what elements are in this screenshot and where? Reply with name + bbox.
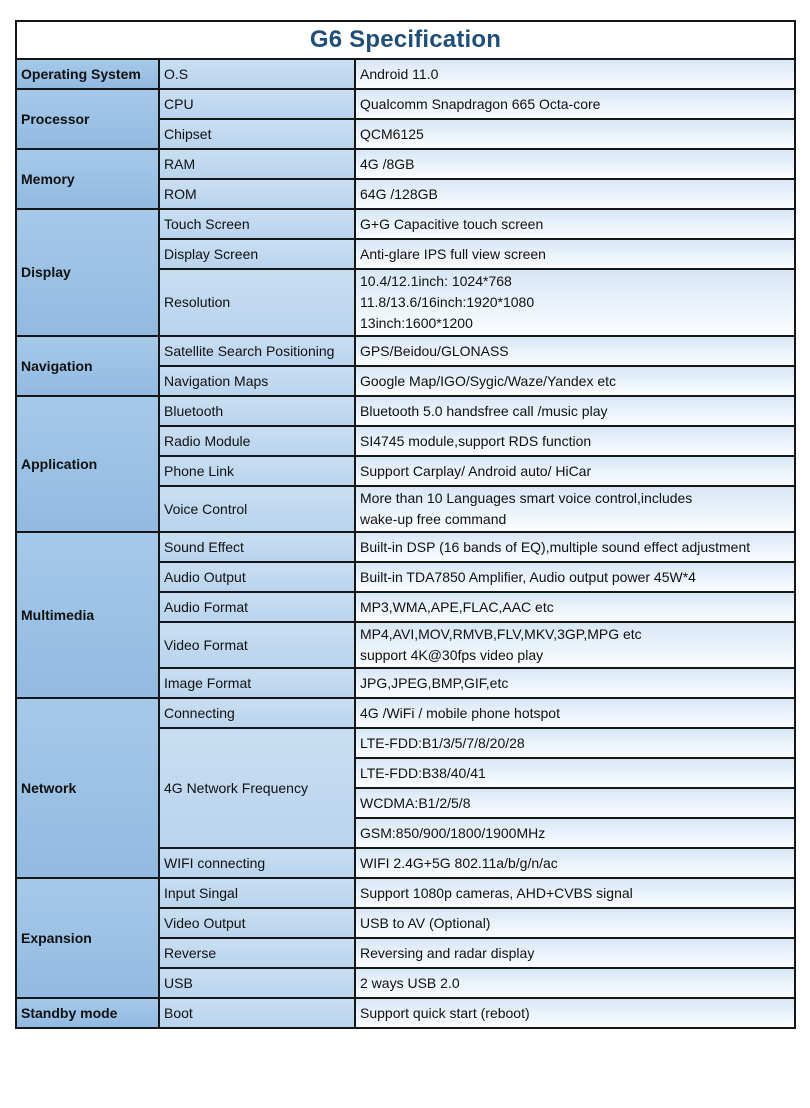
- page-title: G6 Specification: [16, 21, 795, 59]
- spec-row: [16, 396, 795, 426]
- spec-value: SI4745 module,support RDS function: [355, 426, 795, 456]
- spec-label: Audio Format: [159, 592, 355, 622]
- spec-label: Resolution: [159, 269, 355, 336]
- spec-value: Built-in DSP (16 bands of EQ),multiple sound effect adjustment: [355, 532, 795, 562]
- spec-label: Reverse: [159, 938, 355, 968]
- spec-label: Touch Screen: [159, 209, 355, 239]
- spec-label: USB: [159, 968, 355, 998]
- spec-row: [16, 59, 795, 89]
- spec-value: WCDMA:B1/2/5/8: [355, 788, 795, 818]
- spec-row: [16, 532, 795, 562]
- spec-row: [16, 149, 795, 179]
- spec-value-line: 13inch:1600*1200: [360, 315, 473, 331]
- spec-label: Navigation Maps: [159, 366, 355, 396]
- spec-value: QCM6125: [355, 119, 795, 149]
- spec-value-line: 11.8/13.6/16inch:1920*1080: [360, 294, 535, 310]
- spec-label: O.S: [159, 59, 355, 89]
- title-row: [16, 21, 795, 59]
- spec-value-line: More than 10 Languages smart voice control,includes: [360, 490, 693, 506]
- spec-category: Network: [16, 698, 159, 878]
- spec-value: Support 1080p cameras, AHD+CVBS signal: [355, 878, 795, 908]
- spec-value-line: support 4K@30fps video play: [360, 647, 544, 663]
- spec-label: Bluetooth: [159, 396, 355, 426]
- spec-label: 4G Network Frequency: [159, 728, 355, 848]
- spec-value: GSM:850/900/1800/1900MHz: [355, 818, 795, 848]
- spec-label: Input Singal: [159, 878, 355, 908]
- spec-value: Google Map/IGO/Sygic/Waze/Yandex etc: [355, 366, 795, 396]
- spec-value: 64G /128GB: [355, 179, 795, 209]
- spec-label: Display Screen: [159, 239, 355, 269]
- spec-value: 2 ways USB 2.0: [355, 968, 795, 998]
- spec-category: Application: [16, 396, 159, 532]
- spec-label: Video Output: [159, 908, 355, 938]
- spec-value: LTE-FDD:B1/3/5/7/8/20/28: [355, 728, 795, 758]
- spec-category: Memory: [16, 149, 159, 209]
- spec-row: [16, 209, 795, 239]
- spec-value: WIFI 2.4G+5G 802.11a/b/g/n/ac: [355, 848, 795, 878]
- spec-row: [16, 998, 795, 1028]
- spec-label: Connecting: [159, 698, 355, 728]
- spec-value: 4G /8GB: [355, 149, 795, 179]
- spec-row: [16, 878, 795, 908]
- spec-value: 4G /WiFi / mobile phone hotspot: [355, 698, 795, 728]
- spec-label: CPU: [159, 89, 355, 119]
- spec-value: Android 11.0: [355, 59, 795, 89]
- spec-category: Navigation: [16, 336, 159, 396]
- spec-value: USB to AV (Optional): [355, 908, 795, 938]
- spec-value: Support Carplay/ Android auto/ HiCar: [355, 456, 795, 486]
- spec-value: JPG,JPEG,BMP,GIF,etc: [355, 668, 795, 698]
- spec-value: G+G Capacitive touch screen: [355, 209, 795, 239]
- spec-row: [16, 698, 795, 728]
- spec-label: WIFI connecting: [159, 848, 355, 878]
- spec-value-line: 10.4/12.1inch: 1024*768: [360, 273, 512, 289]
- spec-value: [355, 269, 795, 336]
- spec-label: Sound Effect: [159, 532, 355, 562]
- spec-label: Voice Control: [159, 486, 355, 532]
- spec-category: Processor: [16, 89, 159, 149]
- spec-value-line: MP4,AVI,MOV,RMVB,FLV,MKV,3GP,MPG etc: [360, 626, 642, 642]
- spec-value: Reversing and radar display: [355, 938, 795, 968]
- spec-category: Operating System: [16, 59, 159, 89]
- spec-category: Display: [16, 209, 159, 336]
- spec-label: Audio Output: [159, 562, 355, 592]
- spec-category: Expansion: [16, 878, 159, 998]
- spec-label: Image Format: [159, 668, 355, 698]
- spec-value: Bluetooth 5.0 handsfree call /music play: [355, 396, 795, 426]
- spec-label: Chipset: [159, 119, 355, 149]
- spec-value: [355, 486, 795, 532]
- spec-label: Radio Module: [159, 426, 355, 456]
- spec-value: Built-in TDA7850 Amplifier, Audio output power 45W*4: [355, 562, 795, 592]
- spec-row: [16, 336, 795, 366]
- spec-value: Anti-glare IPS full view screen: [355, 239, 795, 269]
- spec-label: Satellite Search Positioning: [159, 336, 355, 366]
- spec-value: LTE-FDD:B38/40/41: [355, 758, 795, 788]
- spec-label: ROM: [159, 179, 355, 209]
- spec-label: Boot: [159, 998, 355, 1028]
- spec-category: Standby mode: [16, 998, 159, 1028]
- spec-value: Qualcomm Snapdragon 665 Octa-core: [355, 89, 795, 119]
- spec-value: MP3,WMA,APE,FLAC,AAC etc: [355, 592, 795, 622]
- spec-label: Video Format: [159, 622, 355, 668]
- spec-category: Multimedia: [16, 532, 159, 698]
- spec-value: GPS/Beidou/GLONASS: [355, 336, 795, 366]
- spec-label: Phone Link: [159, 456, 355, 486]
- spec-table: [15, 20, 796, 1029]
- spec-value: [355, 622, 795, 668]
- spec-row: [16, 89, 795, 119]
- spec-value-line: wake-up free command: [360, 511, 507, 527]
- spec-value: Support quick start (reboot): [355, 998, 795, 1028]
- spec-label: RAM: [159, 149, 355, 179]
